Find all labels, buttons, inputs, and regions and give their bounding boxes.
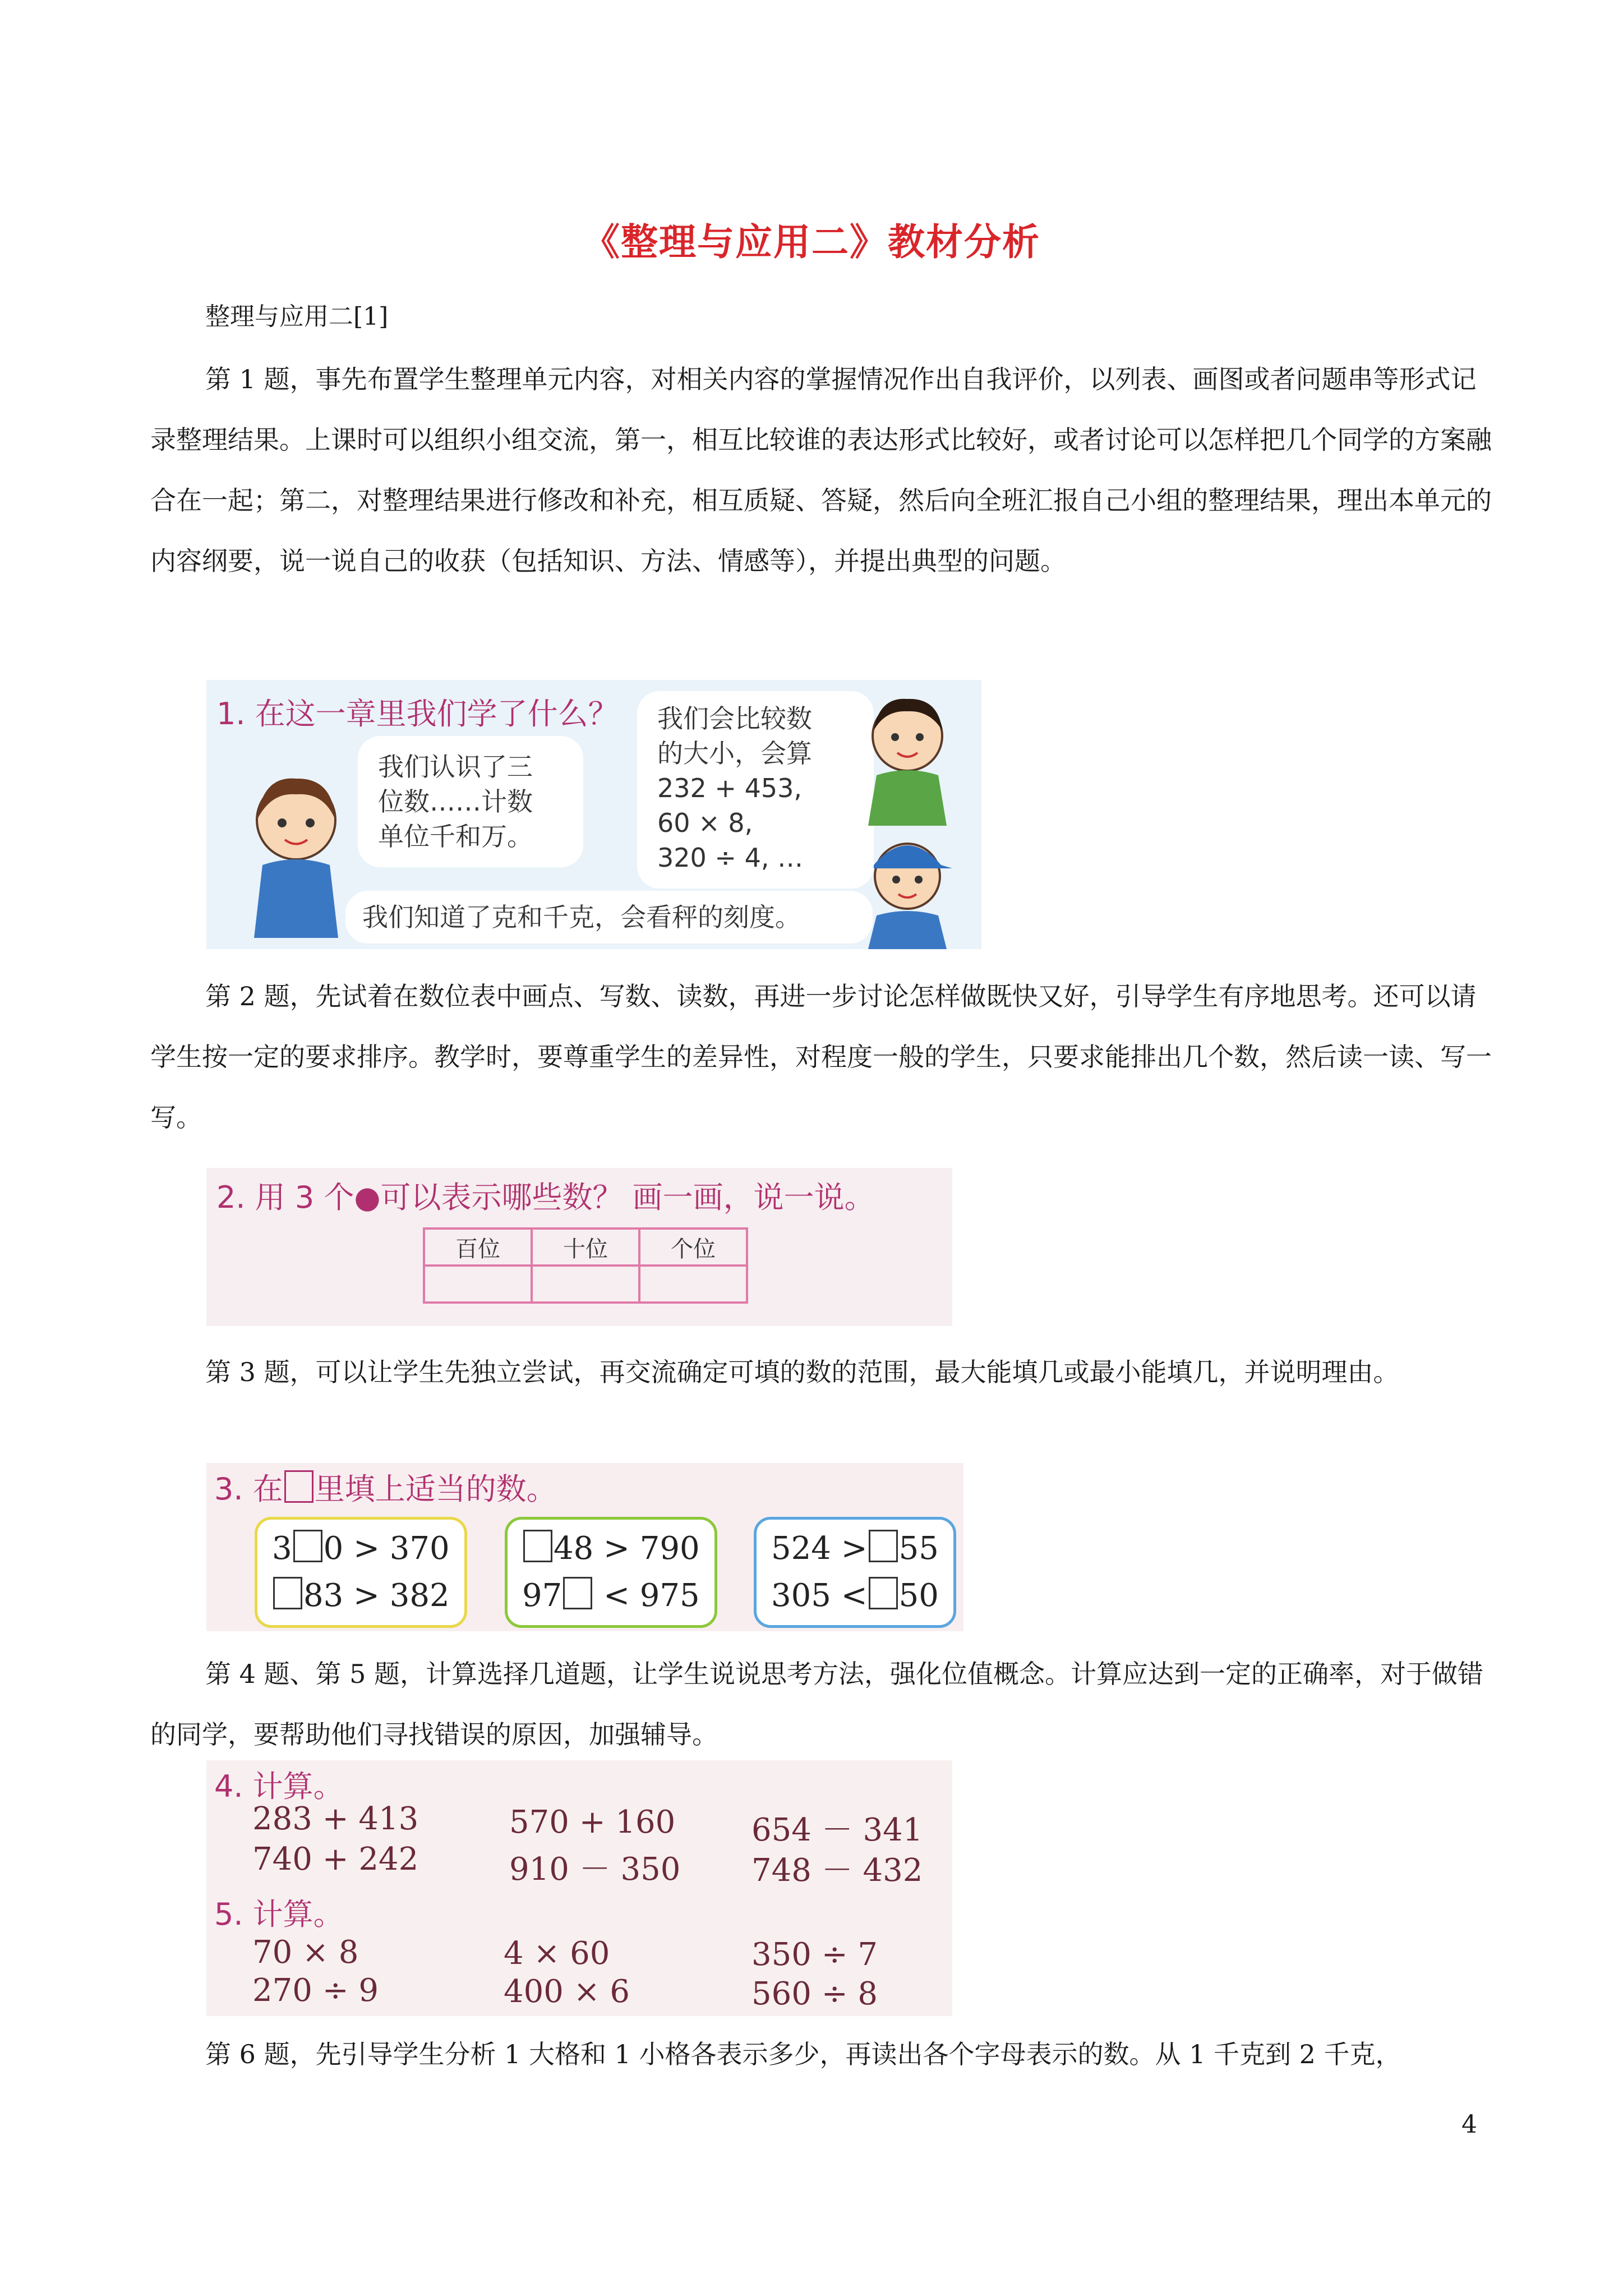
- blank-square-icon: [563, 1577, 592, 1609]
- place-value-table: [423, 1227, 748, 1304]
- calc-item: 654 － 341: [751, 1812, 923, 1848]
- inequality-box-2: 48 > 790 97 < 975: [505, 1517, 717, 1628]
- blank-square-icon: [284, 1470, 313, 1503]
- calc-item: 400 × 6: [504, 1973, 630, 2010]
- section-subtitle: 整理与应用二[1]: [205, 302, 389, 331]
- calc-item: 570 + 160: [509, 1804, 676, 1841]
- calc-item: 910 － 350: [509, 1851, 681, 1888]
- calc-item: 4 × 60: [504, 1935, 610, 1972]
- q4-title: 4. 计算。: [214, 1769, 344, 1804]
- table-cell: [424, 1266, 532, 1303]
- girl-illustration: [240, 770, 352, 938]
- figure-1: [206, 680, 981, 949]
- calc-item: 560 ÷ 8: [751, 1976, 878, 2012]
- figure-2-question: 2. 用 3 个●可以表示哪些数？ 画一画，说一说。: [216, 1180, 875, 1215]
- paragraph-5: 第 6 题，先引导学生分析 1 大格和 1 小格各表示多少，再读出各个字母表示的数。从 1 千克到 2 千克，: [205, 2039, 1401, 2069]
- figure-1-question: 1. 在这一章里我们学了什么？: [216, 696, 619, 731]
- calc-item: 748 － 432: [751, 1852, 923, 1889]
- page-number: 4: [1461, 2110, 1477, 2139]
- calc-item: 283 + 413: [252, 1801, 419, 1837]
- figure-3-question: 3. 在 里填上适当的数。: [214, 1471, 557, 1507]
- blank-square-icon: [869, 1530, 898, 1562]
- paragraph-4: 第 4 题、第 5 题，计算选择几道题，让学生说说思考方法，强化位值概念。计算应达到一定的正确率，对于做错的同学，要帮助他们寻找错误的原因，加强辅导。: [150, 1659, 1484, 1750]
- header-ones: 个位: [639, 1228, 747, 1266]
- blank-square-icon: [869, 1577, 898, 1609]
- table-cell: [532, 1266, 639, 1303]
- inequality-box-3: 524 > 55 305 < 50: [754, 1517, 956, 1628]
- boy-illustration-1: [851, 691, 963, 826]
- header-tens: 十位: [532, 1228, 639, 1266]
- header-hundreds: 百位: [424, 1228, 532, 1266]
- paragraph-1: 第 1 题，事先布置学生整理单元内容，对相关内容的掌握情况作出自我评价，以列表、画图或者问题串等形式记录整理结果。上课时可以组织小组交流，第一，相互比较谁的表达形式比较好，或者讨论可以怎样把几个同学的方案融合在一起；第二，对整理结果进行修改和补充，相互质疑、答疑，然后向全班汇报自己小组的整理结果，理出本单元的内容纲要，说一说自己的收获（包括知识、方法、情感等），并提出典型的问题。: [150, 364, 1492, 576]
- q5-title: 5. 计算。: [214, 1897, 344, 1932]
- paragraph-3: 第 3 题，可以让学生先独立尝试，再交流确定可填的数的范围，最大能填几或最小能填几，并说明理由。: [205, 1357, 1399, 1387]
- calc-item: 350 ÷ 7: [751, 1936, 878, 1973]
- inequality-box-1: 3 0 > 370 83 > 382: [255, 1517, 467, 1628]
- calc-item: 70 × 8: [252, 1934, 359, 1971]
- bubble-girl: 我们认识了三 位数……计数 单位千和万。: [358, 736, 583, 867]
- blank-square-icon: [523, 1530, 552, 1562]
- calc-item: 270 ÷ 9: [252, 1972, 379, 2009]
- boy-illustration-2: [851, 826, 963, 949]
- figure-4: [206, 1760, 952, 2016]
- blank-square-icon: [273, 1577, 302, 1609]
- figure-3: [206, 1463, 963, 1631]
- paragraph-2: 第 2 题，先试着在数位表中画点、写数、读数，再进一步讨论怎样做既快又好，引导学生有序地思考。还可以请学生按一定的要求排序。教学时，要尊重学生的差异性，对程度一般的学生，只要求能排出几个数，然后读一读、写一写。: [150, 981, 1492, 1133]
- bubble-boy: 我们会比较数 的大小，会算 232 + 453, 60 × 8, 320 ÷ 4, …: [637, 691, 874, 889]
- blank-square-icon: [293, 1530, 322, 1562]
- figure-2: [206, 1168, 952, 1326]
- table-cell: [639, 1266, 747, 1303]
- calc-item: 740 + 242: [252, 1841, 419, 1878]
- page-title: 《整理与应用二》教材分析: [583, 220, 1040, 264]
- bubble-bottom: 我们知道了克和千克，会看秤的刻度。: [345, 891, 873, 944]
